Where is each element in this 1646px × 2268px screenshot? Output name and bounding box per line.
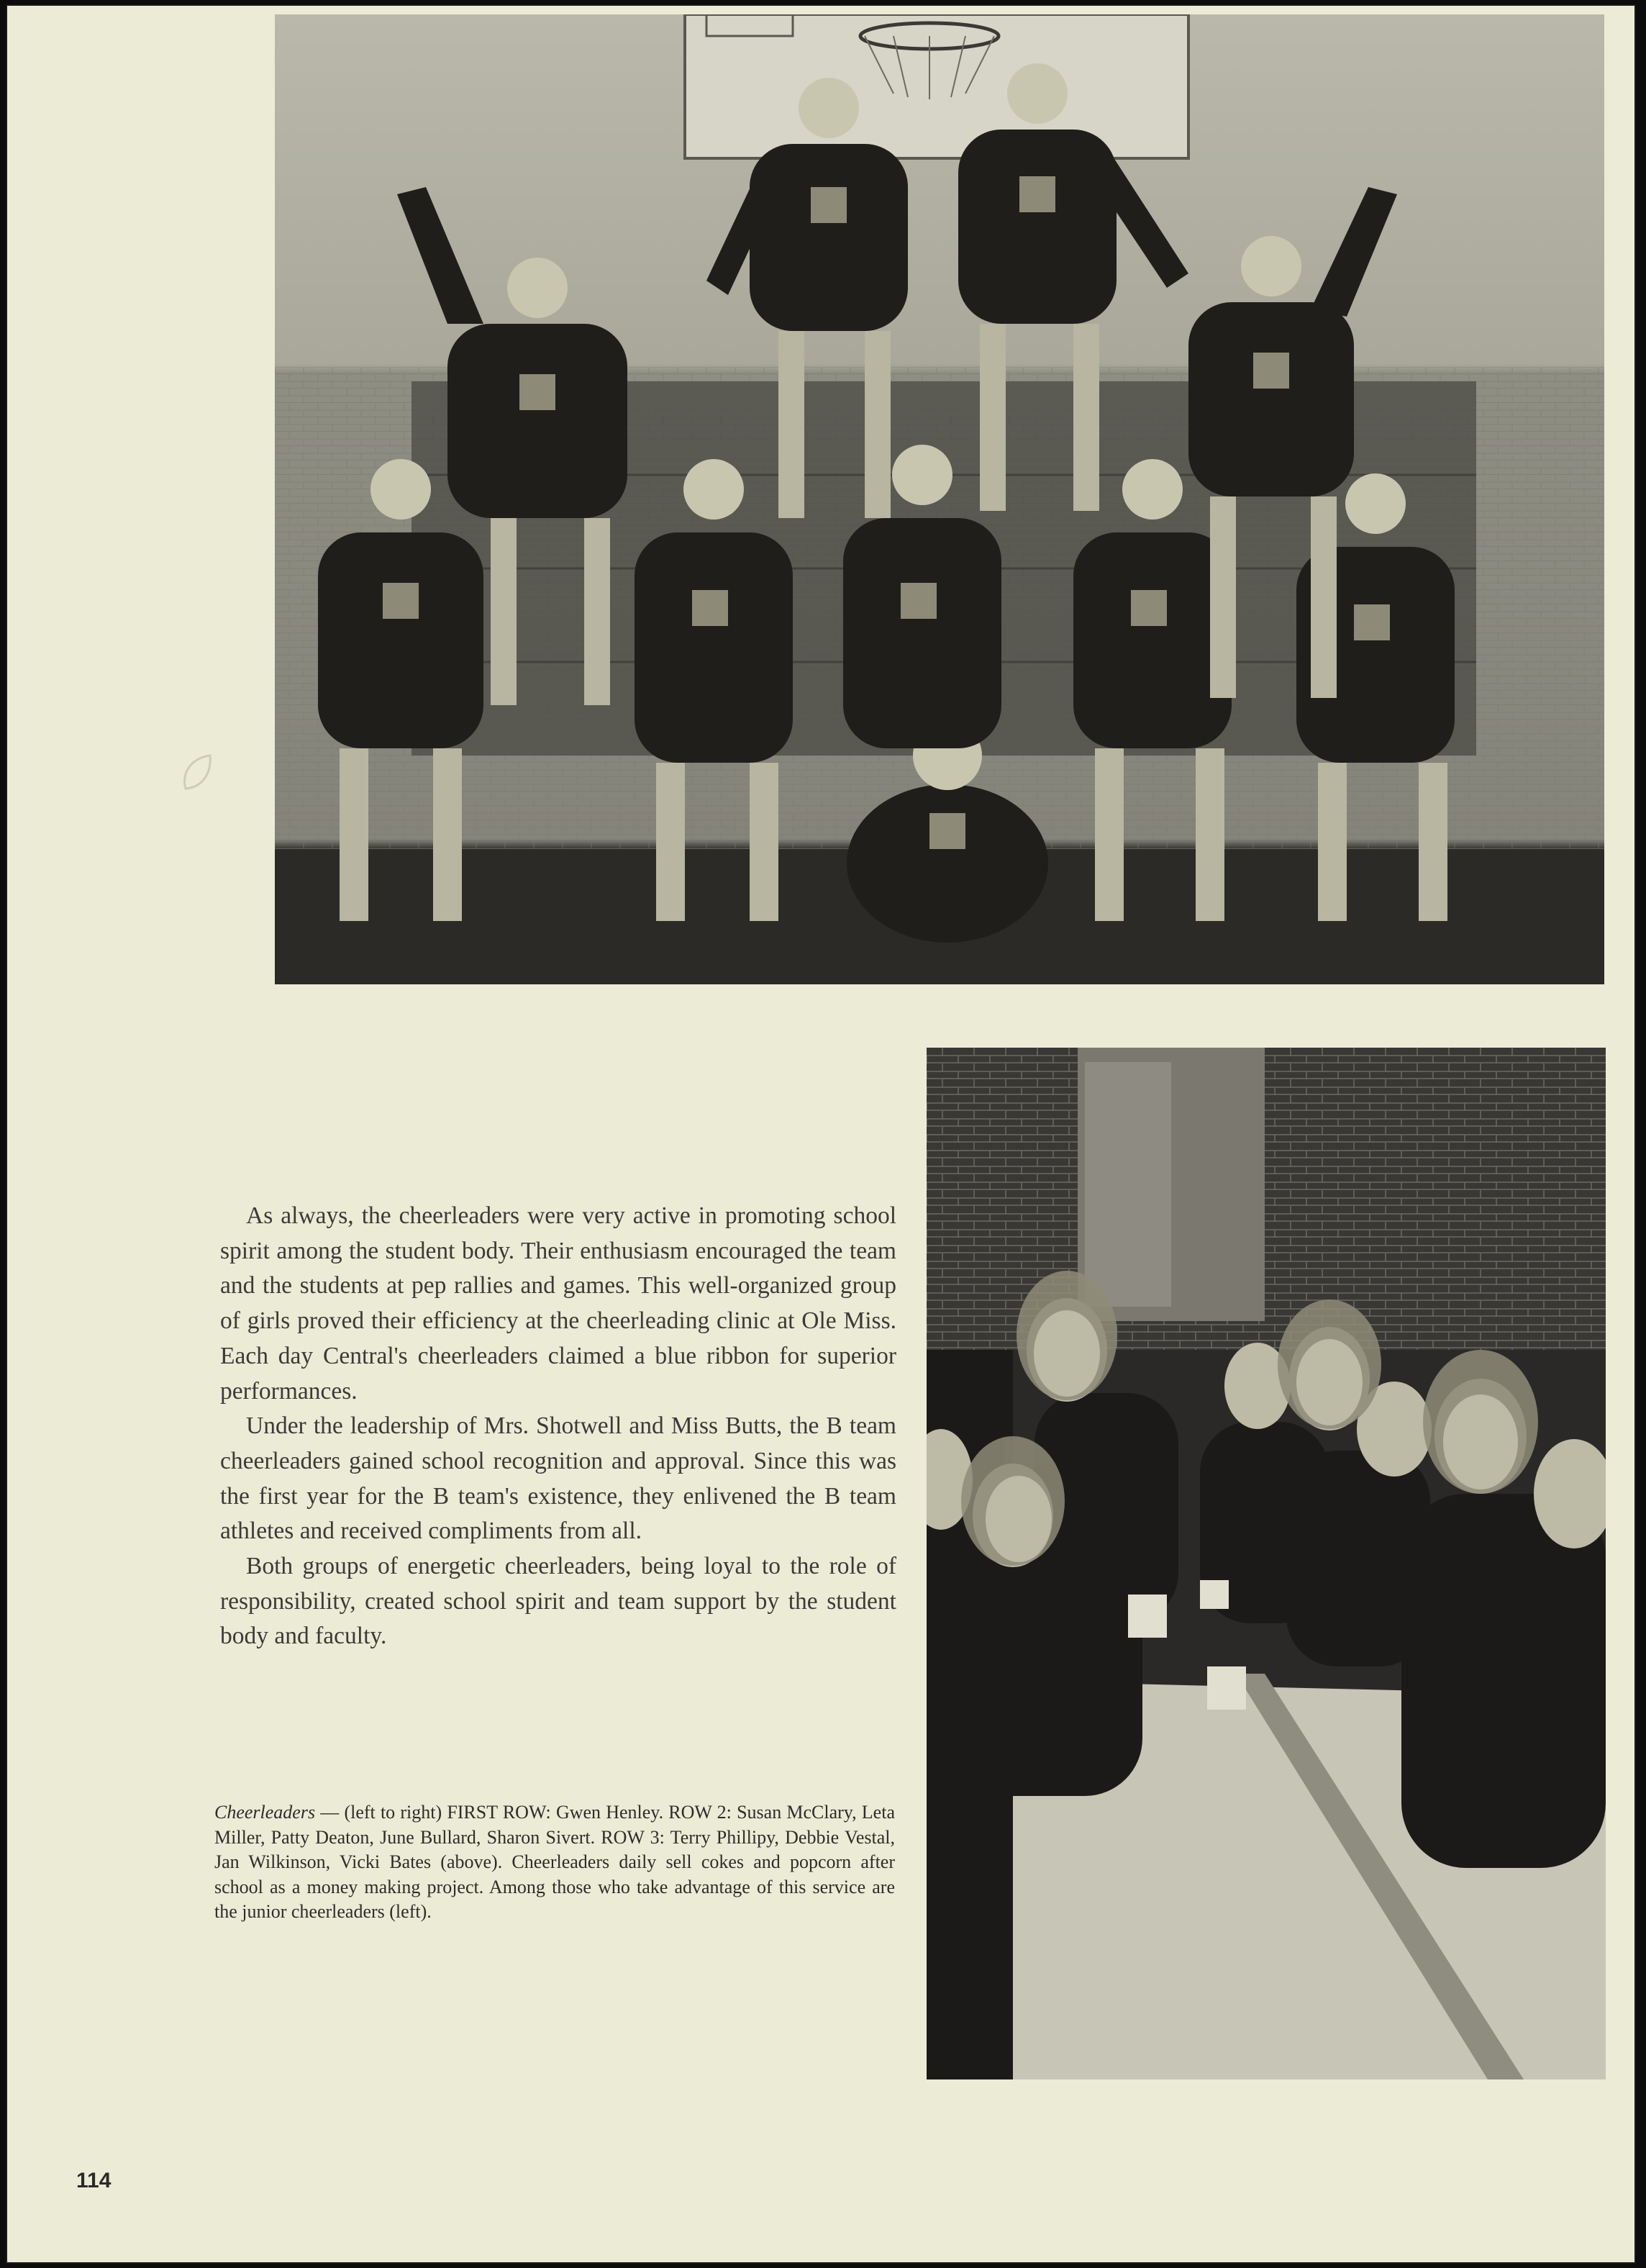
page-number: 114: [76, 2169, 112, 2192]
body-paragraph: Under the leadership of Mrs. Shotwell and Miss Butts, the B team cheerleaders gained school recognition and approval. Since this was the first year for the B team's existence, they enlivened the B team athletes and received compliments from all.: [220, 1412, 896, 1545]
photo-pyramid-image: [275, 14, 1604, 984]
caption-text: — (left to right) FIRST ROW: Gwen Henley. ROW 2: Susan McClary, Leta Miller, Patty Deaton, June Bullard, Sharon Sivert. ROW 3: Terry Phillipy, Debbie Vestal, Jan Wilkinson, Vicki Bates (above). Cheerleaders daily sell cokes and popcorn after school as a money making project. Among those who take advantage of this service are the junior cheerleaders (left).: [214, 1802, 895, 1922]
yearbook-page: [6, 4, 1636, 2264]
article-body: [220, 1199, 896, 1654]
body-paragraph: As always, the cheerleaders were very active in promoting school spirit among the student body. Their enthusiasm encouraged the team and the students at pep rallies and games. This well-organized group of girls proved their efficiency at the cheerleading clinic at Ole Miss. Each day Central's cheerleaders claimed a blue ribbon for superior performances.: [220, 1202, 896, 1405]
photo-caption: [214, 1800, 895, 1925]
photo-junior-image: [927, 1048, 1606, 2079]
caption-lead: Cheerleaders: [214, 1802, 316, 1823]
junior-cheerleaders-photo: [927, 1048, 1606, 2079]
cheerleader-pyramid-photo: [275, 14, 1604, 984]
leaf-mark-icon: [180, 753, 214, 793]
body-paragraph: Both groups of energetic cheerleaders, being loyal to the role of responsibility, created school spirit and team support by the student body and faculty.: [220, 1553, 896, 1650]
